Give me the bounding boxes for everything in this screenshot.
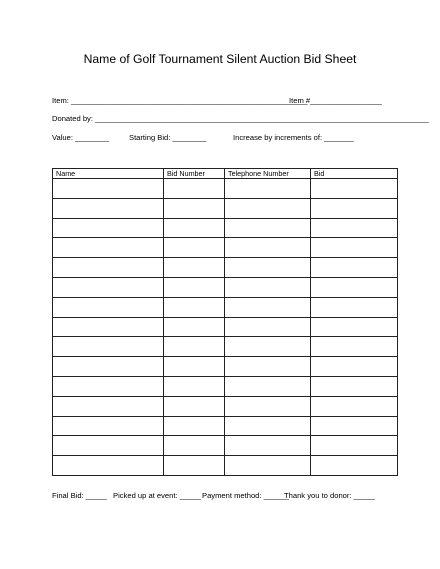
table-row xyxy=(53,179,398,199)
table-row xyxy=(53,456,398,476)
name-cell[interactable] xyxy=(53,218,164,238)
name-cell[interactable] xyxy=(53,416,164,436)
name-cell[interactable] xyxy=(53,376,164,396)
bid-cell[interactable] xyxy=(311,297,398,317)
bid-cell[interactable] xyxy=(311,198,398,218)
table-row xyxy=(53,357,398,377)
table-row xyxy=(53,277,398,297)
bid-cell[interactable] xyxy=(311,258,398,278)
bid-cell[interactable] xyxy=(311,436,398,456)
table-row xyxy=(53,337,398,357)
bid-number-cell[interactable] xyxy=(164,416,225,436)
bid-cell[interactable] xyxy=(311,396,398,416)
name-cell[interactable] xyxy=(53,396,164,416)
name-cell[interactable] xyxy=(53,238,164,258)
item-field[interactable]: Item: ________________________________________________________ xyxy=(52,96,308,105)
table-row xyxy=(53,317,398,337)
name-cell[interactable] xyxy=(53,357,164,377)
telephone-number-cell[interactable] xyxy=(225,218,311,238)
bid-table-body xyxy=(53,179,398,476)
name-cell[interactable] xyxy=(53,297,164,317)
table-row xyxy=(53,376,398,396)
telephone-number-cell[interactable] xyxy=(225,396,311,416)
bid-cell[interactable] xyxy=(311,337,398,357)
picked-up-field[interactable]: Picked up at event: _____ xyxy=(113,491,201,500)
name-cell[interactable] xyxy=(53,337,164,357)
bid-number-cell[interactable] xyxy=(164,297,225,317)
item-number-field[interactable]: Item #_________________ xyxy=(289,96,382,105)
table-row xyxy=(53,198,398,218)
increase-by-field[interactable]: Increase by increments of: _______ xyxy=(233,133,354,142)
telephone-number-cell[interactable] xyxy=(225,436,311,456)
bid-cell[interactable] xyxy=(311,416,398,436)
table-row xyxy=(53,258,398,278)
column-header-telephone-number: Telephone Number xyxy=(225,169,311,179)
table-row xyxy=(53,416,398,436)
telephone-number-cell[interactable] xyxy=(225,297,311,317)
telephone-number-cell[interactable] xyxy=(225,238,311,258)
bid-cell[interactable] xyxy=(311,238,398,258)
bid-cell[interactable] xyxy=(311,218,398,238)
table-row xyxy=(53,436,398,456)
column-header-name: Name xyxy=(53,169,164,179)
telephone-number-cell[interactable] xyxy=(225,456,311,476)
bid-number-cell[interactable] xyxy=(164,277,225,297)
telephone-number-cell[interactable] xyxy=(225,258,311,278)
name-cell[interactable] xyxy=(53,198,164,218)
bid-number-cell[interactable] xyxy=(164,357,225,377)
bid-number-cell[interactable] xyxy=(164,436,225,456)
payment-method-field[interactable]: Payment method: ______ xyxy=(202,491,289,500)
table-row xyxy=(53,218,398,238)
bid-table-header-row xyxy=(53,169,398,179)
telephone-number-cell[interactable] xyxy=(225,317,311,337)
telephone-number-cell[interactable] xyxy=(225,337,311,357)
column-header-bid-number: Bid Number xyxy=(164,169,225,179)
bid-table xyxy=(52,168,398,476)
bid-number-cell[interactable] xyxy=(164,317,225,337)
telephone-number-cell[interactable] xyxy=(225,198,311,218)
final-bid-field[interactable]: Final Bid: _____ xyxy=(52,491,107,500)
name-cell[interactable] xyxy=(53,277,164,297)
bid-cell[interactable] xyxy=(311,317,398,337)
table-row xyxy=(53,396,398,416)
telephone-number-cell[interactable] xyxy=(225,416,311,436)
bid-number-cell[interactable] xyxy=(164,179,225,199)
bid-cell[interactable] xyxy=(311,357,398,377)
bid-cell[interactable] xyxy=(311,376,398,396)
name-cell[interactable] xyxy=(53,317,164,337)
bid-number-cell[interactable] xyxy=(164,337,225,357)
thank-you-donor-field[interactable]: Thank you to donor: _____ xyxy=(284,491,375,500)
bid-number-cell[interactable] xyxy=(164,258,225,278)
bid-cell[interactable] xyxy=(311,456,398,476)
telephone-number-cell[interactable] xyxy=(225,376,311,396)
telephone-number-cell[interactable] xyxy=(225,357,311,377)
bid-cell[interactable] xyxy=(311,179,398,199)
table-row xyxy=(53,297,398,317)
bid-cell[interactable] xyxy=(311,277,398,297)
bid-number-cell[interactable] xyxy=(164,238,225,258)
column-header-bid: Bid xyxy=(311,169,398,179)
donated-by-field[interactable]: Donated by: _______________________________________________________________________________ xyxy=(52,114,429,123)
bid-number-cell[interactable] xyxy=(164,376,225,396)
bid-number-cell[interactable] xyxy=(164,396,225,416)
name-cell[interactable] xyxy=(53,179,164,199)
name-cell[interactable] xyxy=(53,436,164,456)
telephone-number-cell[interactable] xyxy=(225,277,311,297)
value-field[interactable]: Value: ________ xyxy=(52,133,109,142)
bid-number-cell[interactable] xyxy=(164,456,225,476)
name-cell[interactable] xyxy=(53,258,164,278)
telephone-number-cell[interactable] xyxy=(225,179,311,199)
starting-bid-field[interactable]: Starting Bid: ________ xyxy=(129,133,207,142)
table-row xyxy=(53,238,398,258)
bid-number-cell[interactable] xyxy=(164,218,225,238)
name-cell[interactable] xyxy=(53,456,164,476)
bid-number-cell[interactable] xyxy=(164,198,225,218)
page-title: Name of Golf Tournament Silent Auction Bid Sheet xyxy=(83,52,357,66)
